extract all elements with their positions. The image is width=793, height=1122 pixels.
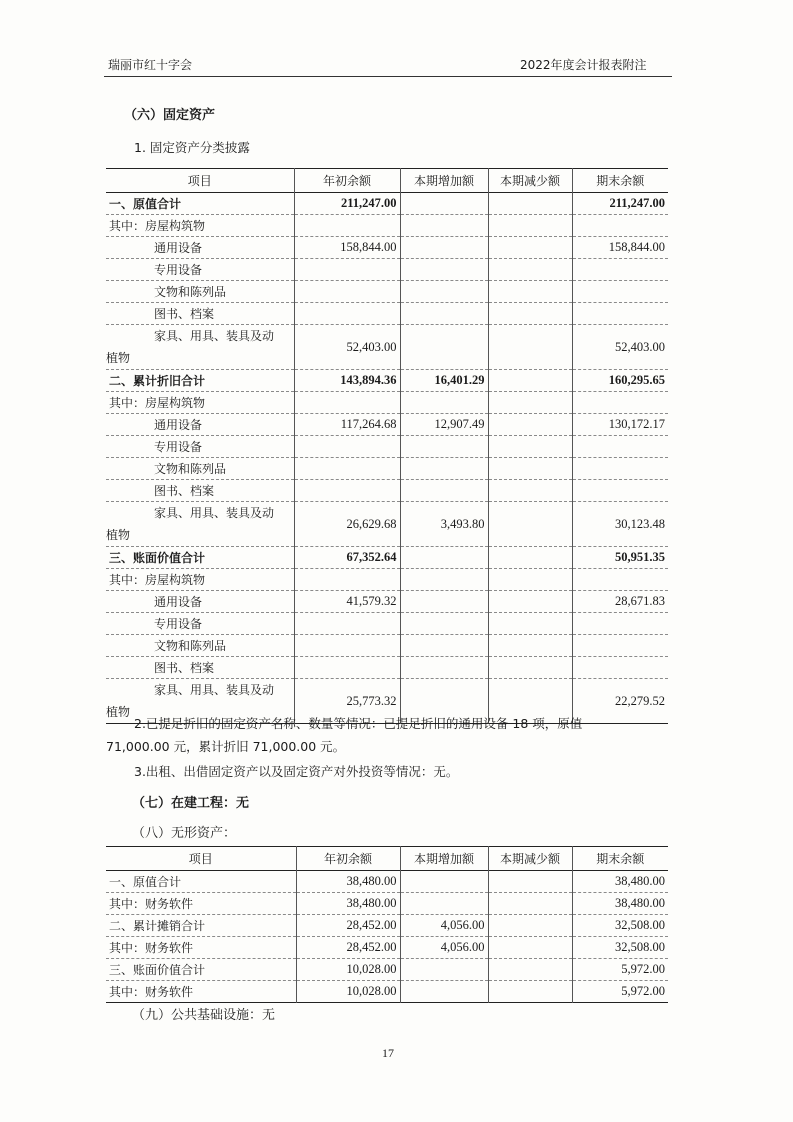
cell-c4: 160,295.65 — [572, 370, 668, 392]
cell-c2 — [400, 871, 488, 893]
table-header-row — [106, 847, 668, 871]
row-label: 二、累计折旧合计 — [109, 374, 206, 388]
cell-c4 — [572, 303, 668, 325]
cell-c2: 4,056.00 — [400, 915, 488, 937]
cell-c3 — [488, 569, 572, 591]
note-2-line-1: 2.已提足折旧的固定资产名称、数量等情况：已提足折旧的通用设备 18 项，原值 — [134, 716, 583, 731]
row-label: 其中：房屋构筑物 — [109, 396, 206, 410]
cell-c2 — [400, 569, 488, 591]
table-row — [106, 613, 668, 635]
cell-c2: 3,493.80 — [400, 502, 488, 547]
cell-c4: 28,671.83 — [572, 591, 668, 613]
cell-c4 — [572, 436, 668, 458]
cell-c4 — [572, 281, 668, 303]
table-row — [106, 370, 668, 392]
cell-c1 — [294, 613, 400, 635]
row-label: 图书、档案 — [154, 307, 215, 321]
cell-c1 — [294, 480, 400, 502]
cell-c2 — [400, 281, 488, 303]
table-row — [106, 193, 668, 215]
cell-c2 — [400, 480, 488, 502]
table-row — [106, 569, 668, 591]
cell-c3 — [488, 325, 572, 370]
cell-c2: 12,907.49 — [400, 414, 488, 436]
cell-c1 — [294, 436, 400, 458]
header-report-title: 2022年度会计报表附注 — [520, 58, 647, 72]
table-row — [106, 458, 668, 480]
cell-c1: 38,480.00 — [296, 871, 400, 893]
cell-c3 — [488, 959, 572, 981]
row-label: 一、原值合计 — [109, 875, 182, 889]
row-label-line-1: 家具、用具、装具及动 — [154, 683, 275, 697]
cell-c3 — [488, 370, 572, 392]
row-label: 通用设备 — [154, 595, 203, 609]
col-header-closing: 期末余额 — [572, 169, 668, 193]
table-row — [106, 547, 668, 569]
cell-c4: 32,508.00 — [572, 915, 668, 937]
col-header-increase: 本期增加额 — [400, 847, 488, 871]
row-label-line-2: 植物 — [106, 528, 131, 542]
row-label — [106, 502, 294, 547]
row-label: 专用设备 — [154, 263, 203, 277]
cell-c4: 32,508.00 — [572, 937, 668, 959]
row-label: 其中：财务软件 — [109, 897, 194, 911]
note-3: 3.出租、出借固定资产以及固定资产对外投资等情况：无。 — [134, 764, 459, 779]
col-header-decrease: 本期减少额 — [488, 847, 572, 871]
row-label: 文物和陈列品 — [154, 462, 227, 476]
cell-c3 — [488, 303, 572, 325]
cell-c4 — [572, 392, 668, 414]
cell-c1 — [294, 215, 400, 237]
table-row — [106, 281, 668, 303]
cell-c4: 5,972.00 — [572, 959, 668, 981]
header-org-name: 瑞丽市红十字会 — [108, 58, 193, 72]
cell-c2 — [400, 547, 488, 569]
row-label: 三、账面价值合计 — [109, 551, 206, 565]
cell-c1: 25,773.32 — [294, 679, 400, 724]
cell-c2 — [400, 303, 488, 325]
note-2-line-2: 71,000.00 元，累计折旧 71,000.00 元。 — [106, 739, 346, 754]
cell-c1 — [294, 635, 400, 657]
cell-c1: 10,028.00 — [296, 981, 400, 1003]
cell-c1 — [294, 657, 400, 679]
col-header-item: 项目 — [187, 174, 212, 188]
row-label: 图书、档案 — [154, 484, 215, 498]
cell-c3 — [488, 414, 572, 436]
row-label: 其中：财务软件 — [109, 941, 194, 955]
row-label: 三、账面价值合计 — [109, 963, 206, 977]
cell-c4 — [572, 215, 668, 237]
cell-c2 — [400, 458, 488, 480]
cell-c2 — [400, 215, 488, 237]
cell-c3 — [488, 215, 572, 237]
table-row — [106, 591, 668, 613]
cell-c2 — [400, 981, 488, 1003]
row-label: 通用设备 — [154, 418, 203, 432]
cell-c4: 158,844.00 — [572, 237, 668, 259]
cell-c1 — [294, 259, 400, 281]
table-row — [106, 893, 668, 915]
col-header-item: 项目 — [188, 852, 213, 866]
cell-c2 — [400, 193, 488, 215]
cell-c2 — [400, 635, 488, 657]
cell-c1 — [294, 569, 400, 591]
row-label: 其中：房屋构筑物 — [109, 573, 206, 587]
row-label: 二、累计摊销合计 — [109, 919, 206, 933]
cell-c1 — [294, 303, 400, 325]
cell-c2: 4,056.00 — [400, 937, 488, 959]
row-label-line-1: 家具、用具、装具及动 — [154, 506, 275, 520]
cell-c2 — [400, 237, 488, 259]
cell-c3 — [488, 193, 572, 215]
cell-c4: 130,172.17 — [572, 414, 668, 436]
row-label: 图书、档案 — [154, 661, 215, 675]
section-6-subtitle: 1. 固定资产分类披露 — [134, 140, 250, 155]
cell-c4: 5,972.00 — [572, 981, 668, 1003]
row-label — [106, 325, 294, 370]
table-row — [106, 414, 668, 436]
cell-c3 — [488, 436, 572, 458]
table-row — [106, 436, 668, 458]
table-row — [106, 915, 668, 937]
section-6-title: （六）固定资产 — [124, 108, 216, 123]
cell-c3 — [488, 981, 572, 1003]
table-row — [106, 871, 668, 893]
cell-c4 — [572, 657, 668, 679]
row-label: 文物和陈列品 — [154, 639, 227, 653]
cell-c1: 26,629.68 — [294, 502, 400, 547]
section-9-title: （九）公共基础设施：无 — [132, 1008, 276, 1023]
row-label: 其中：财务软件 — [109, 985, 194, 999]
row-label-line-2: 植物 — [106, 351, 131, 365]
section-8-title: （八）无形资产： — [132, 826, 237, 841]
cell-c3 — [488, 547, 572, 569]
cell-c2 — [400, 325, 488, 370]
cell-c4: 30,123.48 — [572, 502, 668, 547]
table-row — [106, 937, 668, 959]
cell-c3 — [488, 635, 572, 657]
col-header-opening: 年初余额 — [296, 847, 400, 871]
cell-c1: 38,480.00 — [296, 893, 400, 915]
cell-c3 — [488, 657, 572, 679]
table-row — [106, 502, 668, 547]
cell-c1: 143,894.36 — [294, 370, 400, 392]
cell-c1: 117,264.68 — [294, 414, 400, 436]
table-row — [106, 303, 668, 325]
cell-c4: 22,279.52 — [572, 679, 668, 724]
row-label: 通用设备 — [154, 241, 203, 255]
cell-c1 — [294, 281, 400, 303]
cell-c3 — [488, 937, 572, 959]
section-7-title: （七）在建工程：无 — [132, 796, 250, 811]
cell-c1: 211,247.00 — [294, 193, 400, 215]
header-rule — [104, 76, 672, 77]
cell-c1 — [294, 392, 400, 414]
row-label-line-2: 植物 — [106, 705, 131, 719]
table-row — [106, 635, 668, 657]
cell-c4: 211,247.00 — [572, 193, 668, 215]
fixed-assets-table — [106, 168, 668, 724]
cell-c4: 52,403.00 — [572, 325, 668, 370]
table-row — [106, 959, 668, 981]
cell-c4 — [572, 569, 668, 591]
col-header-opening: 年初余额 — [294, 169, 400, 193]
cell-c4 — [572, 458, 668, 480]
cell-c3 — [488, 591, 572, 613]
row-label: 专用设备 — [154, 440, 203, 454]
cell-c2 — [400, 436, 488, 458]
cell-c3 — [488, 613, 572, 635]
cell-c3 — [488, 259, 572, 281]
cell-c1 — [294, 458, 400, 480]
cell-c4 — [572, 635, 668, 657]
cell-c2 — [400, 259, 488, 281]
cell-c2 — [400, 591, 488, 613]
row-label: 其中：房屋构筑物 — [109, 219, 206, 233]
cell-c1: 28,452.00 — [296, 937, 400, 959]
cell-c4 — [572, 480, 668, 502]
row-label: 专用设备 — [154, 617, 203, 631]
cell-c4 — [572, 259, 668, 281]
cell-c2 — [400, 893, 488, 915]
row-label: 一、原值合计 — [109, 197, 182, 211]
cell-c2: 16,401.29 — [400, 370, 488, 392]
cell-c3 — [488, 915, 572, 937]
cell-c3 — [488, 458, 572, 480]
cell-c4 — [572, 613, 668, 635]
cell-c1: 158,844.00 — [294, 237, 400, 259]
cell-c3 — [488, 281, 572, 303]
cell-c4: 38,480.00 — [572, 871, 668, 893]
cell-c2 — [400, 959, 488, 981]
cell-c3 — [488, 392, 572, 414]
cell-c3 — [488, 237, 572, 259]
cell-c3 — [488, 893, 572, 915]
table-row — [106, 215, 668, 237]
table-row — [106, 657, 668, 679]
cell-c4: 38,480.00 — [572, 893, 668, 915]
table-row — [106, 480, 668, 502]
cell-c1: 52,403.00 — [294, 325, 400, 370]
table-header-row — [106, 169, 668, 193]
cell-c1: 41,579.32 — [294, 591, 400, 613]
cell-c1: 10,028.00 — [296, 959, 400, 981]
table-row — [106, 325, 668, 370]
col-header-closing: 期末余额 — [572, 847, 668, 871]
row-label-line-1: 家具、用具、装具及动 — [154, 329, 275, 343]
page-number: 17 — [382, 1046, 394, 1060]
cell-c4: 50,951.35 — [572, 547, 668, 569]
table-row — [106, 392, 668, 414]
cell-c2 — [400, 613, 488, 635]
cell-c1: 67,352.64 — [294, 547, 400, 569]
cell-c3 — [488, 502, 572, 547]
cell-c3 — [488, 871, 572, 893]
table-row — [106, 981, 668, 1003]
cell-c1: 28,452.00 — [296, 915, 400, 937]
row-label: 文物和陈列品 — [154, 285, 227, 299]
cell-c3 — [488, 480, 572, 502]
col-header-increase: 本期增加额 — [400, 169, 488, 193]
table-row — [106, 237, 668, 259]
cell-c2 — [400, 657, 488, 679]
col-header-decrease: 本期减少额 — [488, 169, 572, 193]
intangible-assets-table — [106, 846, 668, 1003]
cell-c2 — [400, 392, 488, 414]
table-row — [106, 259, 668, 281]
